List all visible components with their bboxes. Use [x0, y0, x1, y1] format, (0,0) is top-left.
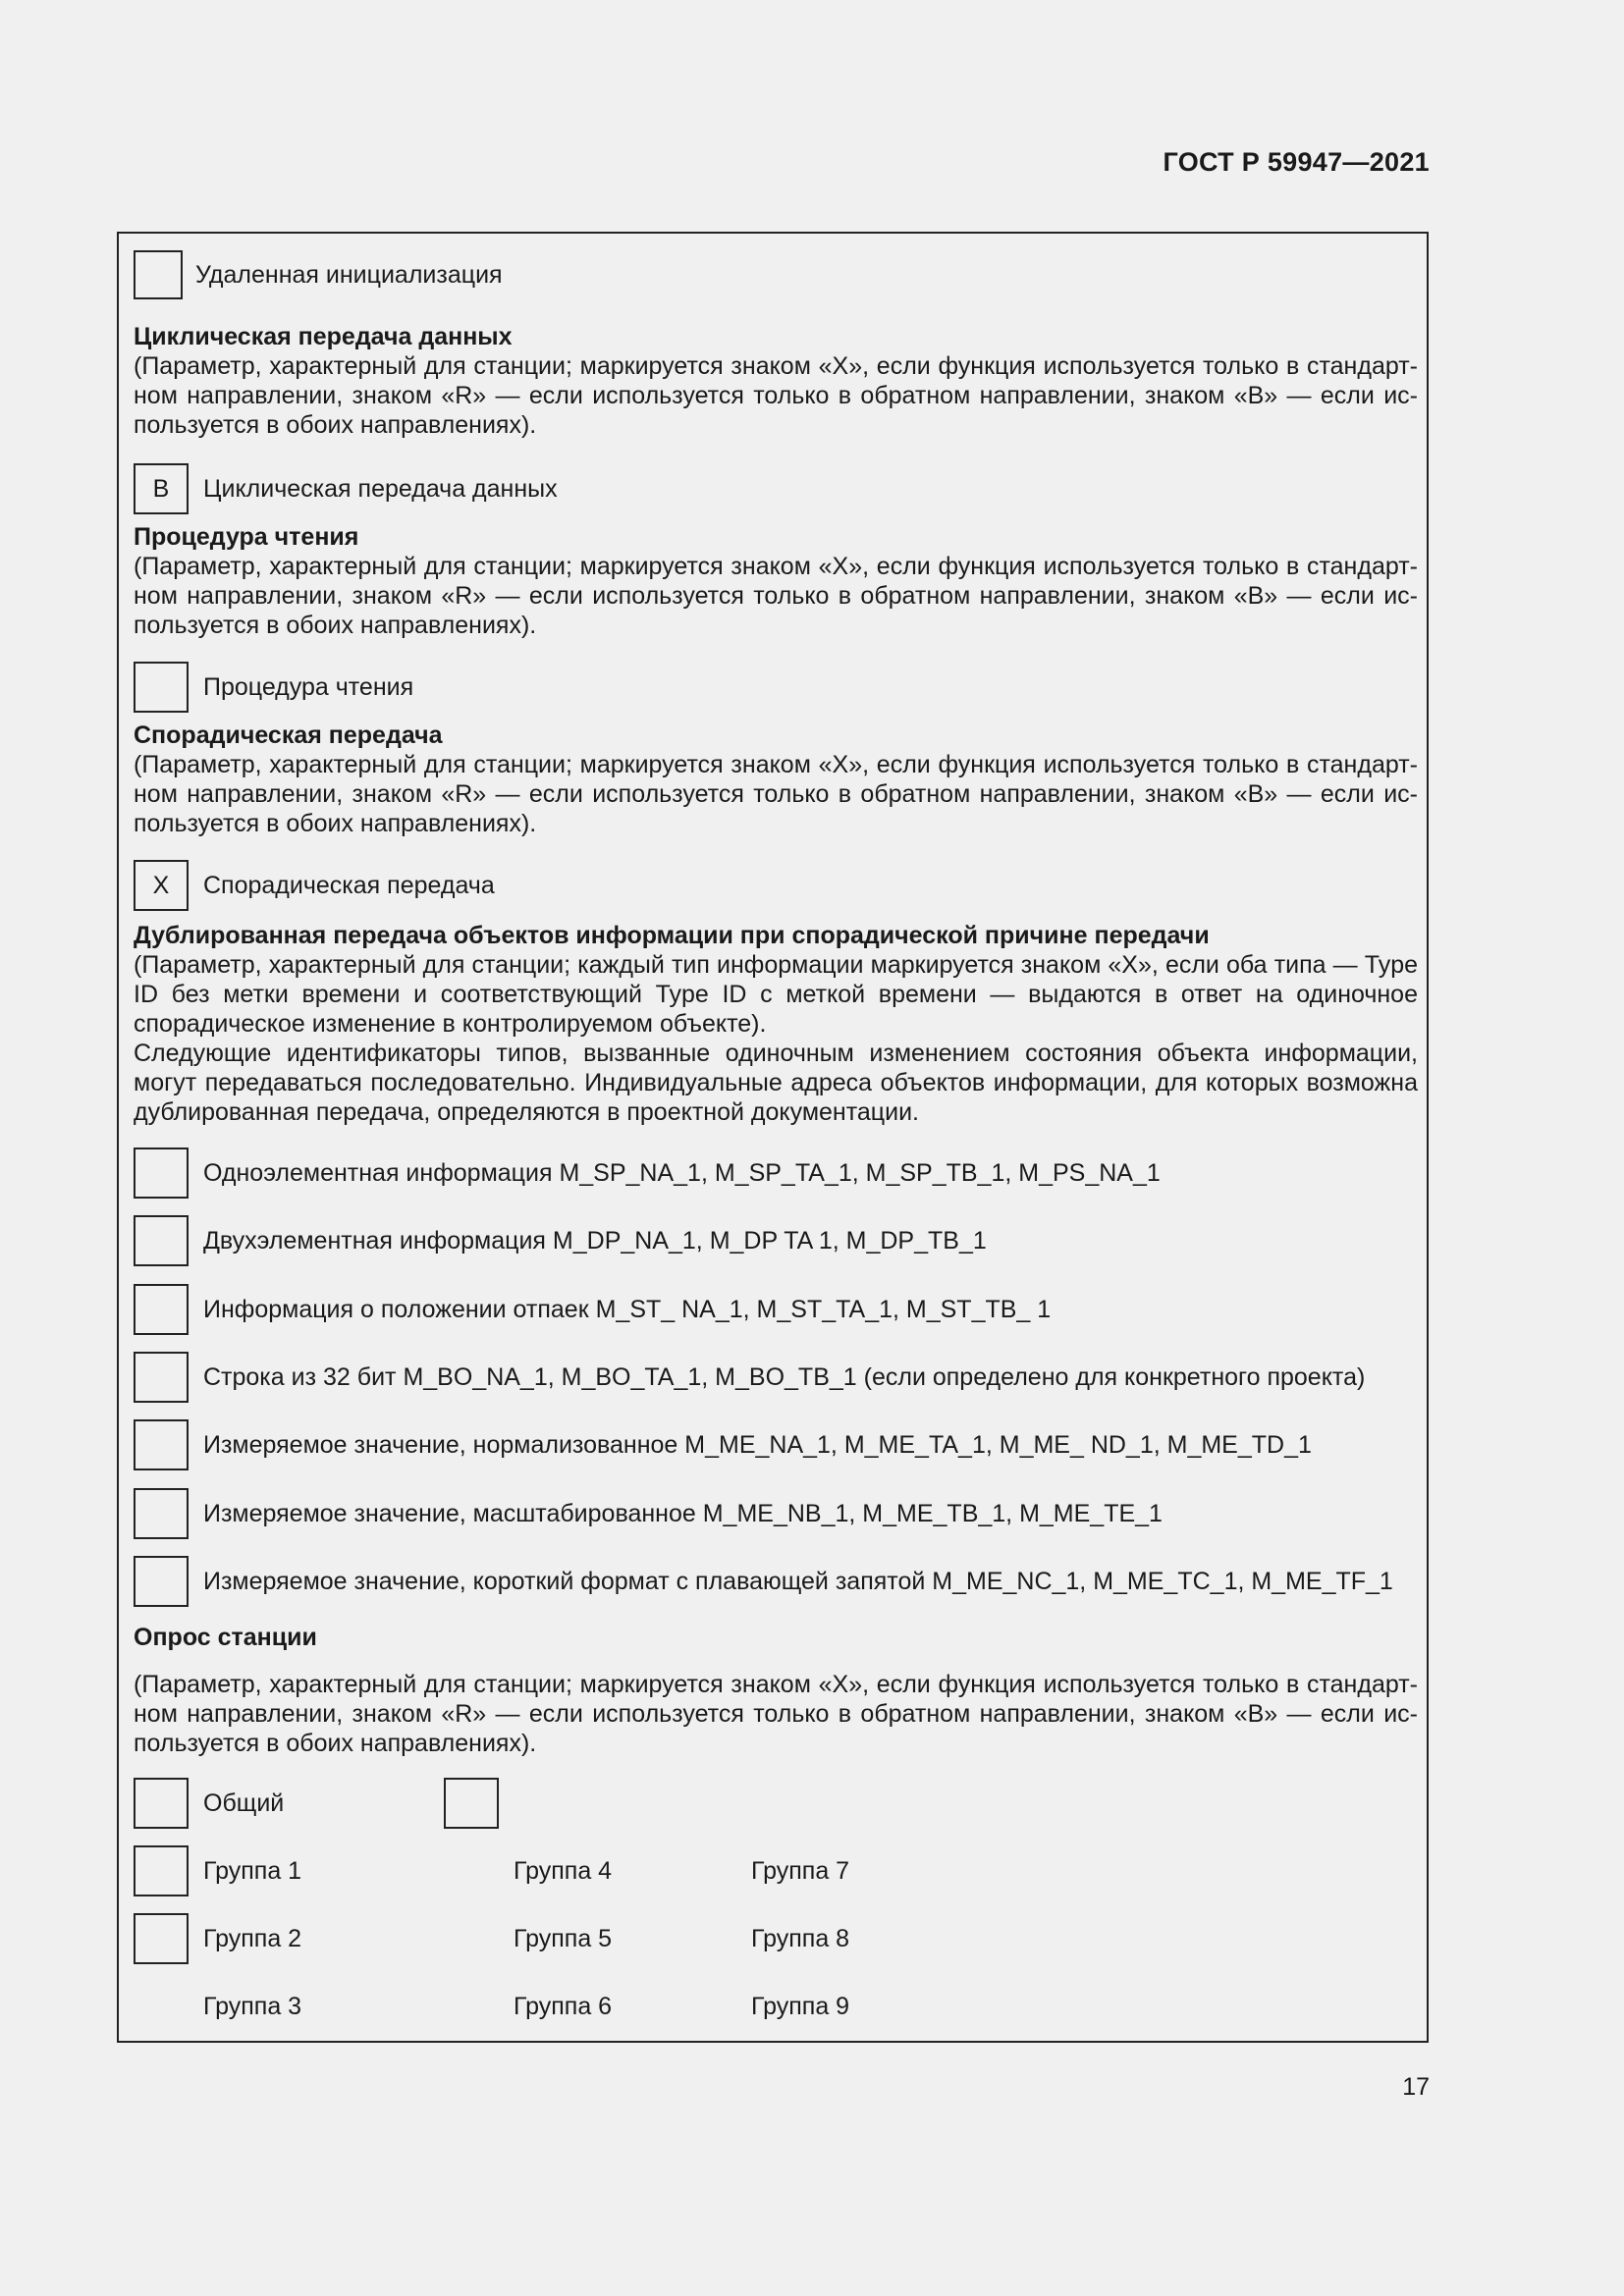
group-3-label: Группа 3: [203, 1993, 302, 2020]
remote-init-checkbox[interactable]: [134, 250, 183, 299]
group-poll-checkbox[interactable]: [444, 1778, 499, 1829]
cyclic-label: Циклическая передача данных: [203, 475, 558, 503]
standard-number: ГОСТ Р 59947—2021: [1163, 147, 1430, 177]
duplicate-title: Дублированная передача объектов информации при спорадической причине передачи: [134, 922, 1210, 949]
duplicate-note: (Параметр, характерный для станции; каждый тип информации маркируется знаком «X», если оба типа — Type ID без метки времени и соответствующий Type ID с меткой времени — выдаются в ответ на одиночное спорадическое изменение в контролируемом объекте).: [134, 951, 1418, 1038]
group-9-label: Группа 9: [751, 1993, 850, 2020]
double-point-checkbox[interactable]: [134, 1215, 189, 1266]
poll-note: (Параметр, характерный для станции; маркируется знаком «X», если функция используется только в стандартном направлении, знаком «R» — если используется только в обратном направлении, знаком «B» — если используется в обоих направлениях).: [134, 1671, 1418, 1757]
float-value-checkbox[interactable]: [134, 1556, 189, 1607]
group-8-label: Группа 8: [751, 1925, 850, 1952]
single-point-checkbox[interactable]: [134, 1148, 189, 1199]
general-poll-checkbox[interactable]: [134, 1778, 189, 1829]
sporadic-note: (Параметр, характерный для станции; маркируется знаком «X», если функция используется только в стандартном направлении, знаком «R» — если используется только в обратном направлении, знаком «B» — если используется в обоих направлениях).: [134, 751, 1418, 837]
page-number: 17: [1402, 2073, 1430, 2101]
normalized-value-label: Измеряемое значение, нормализованное M_ME_NA_1, M_ME_TA_1, M_ME_ ND_1, M_ME_TD_1: [203, 1431, 1312, 1459]
duplicate-note-sequential: Следующие идентификаторы типов, вызванные одиночным изменением состояния объекта информации, могут передаваться последовательно. Индивидуальные адреса объектов информации, для которых возможна дублированная передача, определяются в проектной документации.: [134, 1040, 1418, 1126]
remote-init-label: Удаленная инициализация: [195, 261, 503, 289]
read-label: Процедура чтения: [203, 673, 414, 701]
group-7-label: Группа 7: [751, 1857, 850, 1885]
group-5-label: Группа 5: [514, 1925, 613, 1952]
single-point-label: Одноэлементная информация M_SP_NA_1, M_SP_TA_1, M_SP_TB_1, M_PS_NA_1: [203, 1159, 1161, 1187]
normalized-value-checkbox[interactable]: [134, 1419, 189, 1470]
sporadic-label: Спорадическая передача: [203, 872, 495, 899]
group-1-label: Группа 1: [203, 1857, 302, 1885]
sporadic-checkbox[interactable]: X: [134, 860, 189, 911]
bitstring-label: Строка из 32 бит M_BO_NA_1, M_BO_TA_1, M_BO_TB_1 (если определено для конкретного проекта): [203, 1363, 1366, 1391]
sporadic-title: Спорадическая передача: [134, 721, 443, 749]
read-checkbox[interactable]: [134, 662, 189, 713]
double-point-label: Двухэлементная информация M_DP_NA_1, M_DP TA 1, M_DP_TB_1: [203, 1227, 987, 1255]
read-title: Процедура чтения: [134, 523, 359, 551]
scaled-value-checkbox[interactable]: [134, 1488, 189, 1539]
bitstring-checkbox[interactable]: [134, 1352, 189, 1403]
group-6-label: Группа 6: [514, 1993, 613, 2020]
read-note: (Параметр, характерный для станции; маркируется знаком «X», если функция используется только в стандартном направлении, знаком «R» — если используется только в обратном направлении, знаком «B» — если используется в обоих направлениях).: [134, 553, 1418, 639]
step-position-checkbox[interactable]: [134, 1284, 189, 1335]
form-frame: [117, 232, 1429, 2043]
group-4-label: Группа 4: [514, 1857, 613, 1885]
scaled-value-label: Измеряемое значение, масштабированное M_ME_NB_1, M_ME_TB_1, M_ME_TE_1: [203, 1500, 1163, 1527]
group-2-checkbox[interactable]: [134, 1913, 189, 1964]
cyclic-title: Циклическая передача данных: [134, 323, 513, 350]
cyclic-checkbox[interactable]: B: [134, 463, 189, 514]
group-2-label: Группа 2: [203, 1925, 302, 1952]
float-value-label: Измеряемое значение, короткий формат с плавающей запятой M_ME_NC_1, M_ME_TC_1, M_ME_TF_1: [203, 1568, 1393, 1595]
cyclic-note: (Параметр, характерный для станции; маркируется знаком «X», если функция используется только в стандартном направлении, знаком «R» — если используется только в обратном направлении, знаком «B» — если используется в обоих направлениях).: [134, 352, 1418, 439]
poll-title: Опрос станции: [134, 1624, 317, 1651]
group-1-checkbox[interactable]: [134, 1845, 189, 1896]
step-position-label: Информация о положении отпаек M_ST_ NA_1, M_ST_TA_1, M_ST_TB_ 1: [203, 1296, 1052, 1323]
general-poll-label: Общий: [203, 1789, 285, 1817]
